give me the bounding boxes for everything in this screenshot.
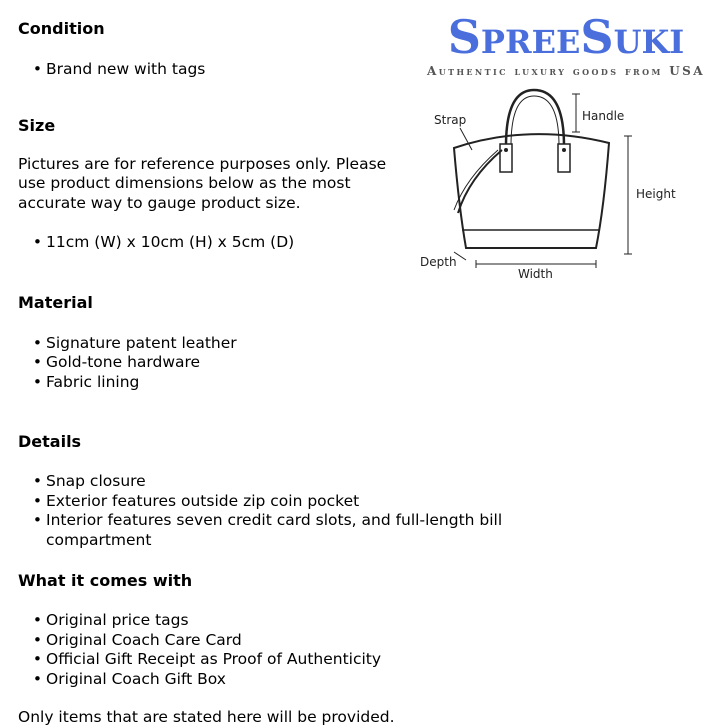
list-item: • Brand new with tags <box>18 60 578 80</box>
condition-list <box>18 60 578 80</box>
label-strap: Strap <box>434 113 467 127</box>
label-handle: Handle <box>582 109 625 123</box>
label-depth: Depth <box>420 255 457 269</box>
heading-details: Details <box>18 432 82 451</box>
list-item: • Interior features seven credit card slots, and full-length bill compartment <box>18 511 578 550</box>
list-item: • Original Coach Gift Box <box>18 670 578 690</box>
label-width: Width <box>518 267 553 281</box>
comes-with-list <box>18 611 578 689</box>
heading-condition: Condition <box>18 19 105 38</box>
list-item: • Signature patent leather <box>18 334 578 354</box>
footer-note: Only items that are stated here will be provided. <box>18 708 395 726</box>
product-description <box>18 18 578 728</box>
list-item: • Snap closure <box>18 472 578 492</box>
list-item: • Original price tags <box>18 611 578 631</box>
material-list <box>18 334 578 393</box>
logo-brand-name: SpreeSuki <box>447 10 685 64</box>
list-item: • Official Gift Receipt as Proof of Authenticity <box>18 650 578 670</box>
heading-what-it-comes-with: What it comes with <box>18 571 193 590</box>
details-list <box>18 472 578 550</box>
size-list <box>18 233 578 253</box>
list-item: • Gold-tone hardware <box>18 353 578 373</box>
list-item: • Fabric lining <box>18 373 578 393</box>
list-item: • Original Coach Care Card <box>18 631 578 651</box>
list-item: • Exterior features outside zip coin pocket <box>18 492 578 512</box>
heading-material: Material <box>18 292 93 312</box>
size-note: Pictures are for reference purposes only. Please use product dimensions below as the most accurate way to gauge product size. <box>18 154 387 212</box>
heading-size: Size <box>18 115 56 135</box>
label-height: Height <box>636 187 676 201</box>
list-item: • 11cm (W) x 10cm (H) x 5cm (D) <box>18 233 578 253</box>
logo-tagline: Authentic luxury goods from USA <box>427 64 705 78</box>
